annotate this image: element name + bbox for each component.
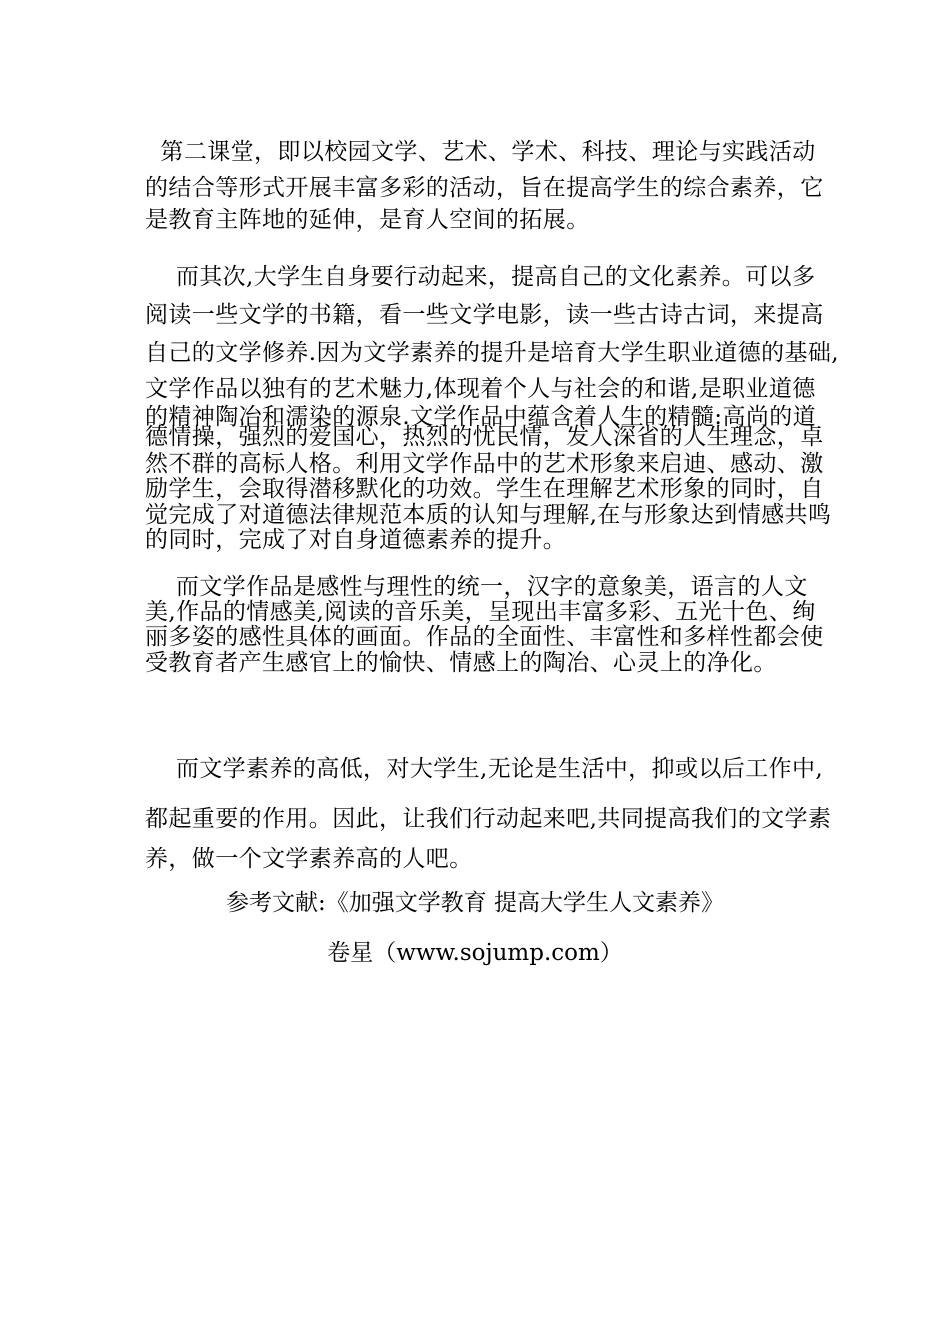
paragraph-line: 美,作品的情感美,阅读的音乐美，呈现出丰富多彩、五光十色、绚: [145, 599, 816, 625]
reference-line: 参考文献:《加强文学教育 提高大学生人文素养》: [225, 890, 725, 916]
paragraph-line: 自己的文学修养.因为文学素养的提升是培育大学生职业道德的基础,: [145, 340, 840, 366]
paragraph-line: 养，做一个文学素养高的人吧。: [145, 846, 473, 872]
paragraph-line: 励学生，会取得潜移默化的功效。学生在理解艺术形象的同时，自: [145, 476, 824, 502]
paragraph-line: 而其次,大学生自身要行动起来，提高自己的文化素养。可以多: [145, 264, 816, 290]
paragraph-line: 觉完成了对道德法律规范本质的认知与理解,在与形象达到情感共鸣: [145, 502, 832, 528]
paragraph-line: 受教育者产生感官上的愉快、情感上的陶冶、心灵上的净化。: [145, 650, 777, 676]
paragraph-line: 而文学素养的高低，对大学生,无论是生活中，抑或以后工作中,: [145, 756, 824, 782]
paragraph-line: 的精神陶冶和濡染的源泉.文学作品中蕴含着人生的精髓:高尚的道: [145, 404, 817, 430]
paragraph-line: 而文学作品是感性与理性的统一，汉字的意象美，语言的人文: [145, 574, 808, 600]
paragraph-line: 是教育主阵地的延伸，是育人空间的拓展。: [145, 207, 590, 233]
paragraph-line: 的结合等形式开展丰富多彩的活动，旨在提高学生的综合素养，它: [145, 175, 824, 201]
paragraph-line: 文学作品以独有的艺术魅力,体现着个人与社会的和谐,是职业道德: [145, 376, 816, 402]
paragraph-line: 第二课堂，即以校园文学、艺术、学术、科技、理论与实践活动: [145, 139, 816, 165]
paragraph-line: 阅读一些文学的书籍，看一些文学电影，读一些古诗古词，来提高: [145, 302, 824, 328]
source-line: 卷星（www.sojump.com）: [327, 940, 623, 966]
paragraph-line: 然不群的高标人格。利用文学作品中的艺术形象来启迪、感动、激: [145, 451, 824, 477]
paragraph-line: 丽多姿的感性具体的画面。作品的全面性、丰富性和多样性都会使: [145, 624, 824, 650]
paragraph-line: 德情操，强烈的爱国心，热烈的忧民情，发人深省的人生理念，卓: [145, 424, 824, 450]
paragraph-line: 的同时，完成了对自身道德素养的提升。: [145, 527, 567, 553]
paragraph-line: 都起重要的作用。因此，让我们行动起来吧,共同提高我们的文学素: [145, 806, 832, 832]
